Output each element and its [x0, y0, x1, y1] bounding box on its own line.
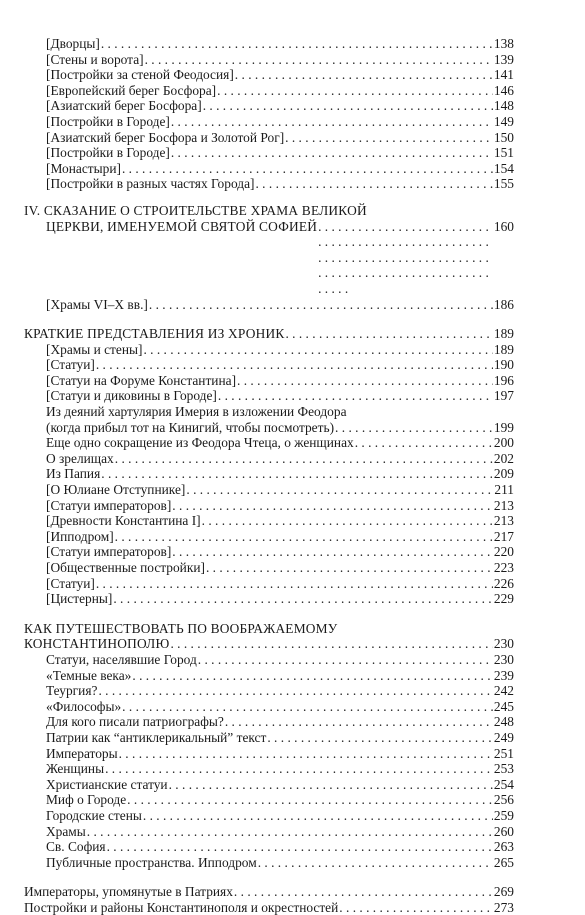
leader-dots — [107, 839, 493, 855]
toc-entry-page: 209 — [493, 466, 514, 482]
toc-entry[interactable] — [24, 824, 514, 840]
leader-dots — [122, 161, 493, 177]
toc-entry-page: 149 — [493, 113, 514, 129]
toc-entry[interactable] — [24, 761, 514, 777]
toc-entry-title: [Храмы и стены] — [46, 341, 143, 357]
leader-dots — [101, 36, 493, 52]
toc-entry-page: 254 — [493, 776, 514, 792]
imeriy-line2: (когда прибыл тот на Кинигий, чтобы посмотреть) — [46, 419, 335, 435]
toc-entry-page: 242 — [493, 683, 514, 699]
toc-entry-title: Теургия? — [46, 683, 98, 699]
toc-entry-page: 189 — [493, 341, 514, 357]
leader-dots — [96, 357, 493, 373]
leader-dots — [171, 145, 493, 161]
leader-dots — [143, 808, 493, 824]
toc-entry-title: О зрелищах — [46, 450, 114, 466]
section-iv-page: 160 — [493, 218, 514, 234]
toc-entry[interactable] — [24, 482, 514, 498]
toc-entry-title: [Азиатский берег Босфора] — [46, 98, 202, 114]
toc-entry-page: 141 — [493, 67, 514, 83]
toc-entry-page: 259 — [493, 807, 514, 823]
toc-group-chronicles-2 — [24, 435, 514, 607]
toc-entry-page: 260 — [493, 823, 514, 839]
toc-entry-page: 223 — [493, 560, 514, 575]
toc-entry-title: Храмы — [46, 823, 86, 839]
toc-entry-page: 197 — [493, 388, 514, 404]
toc-entry[interactable] — [24, 839, 514, 855]
toc-entry-title: Из Папия — [46, 466, 101, 482]
toc-entry-title: Публичные пространства. Ипподром — [46, 854, 257, 870]
toc-entry[interactable] — [24, 560, 514, 576]
toc-entry[interactable] — [24, 714, 514, 730]
toc-entry[interactable] — [24, 98, 514, 114]
toc-entry[interactable] — [24, 576, 514, 592]
travel-title-line2: КОНСТАНТИНОПОЛЮ — [24, 636, 170, 652]
toc-entry-title: [Статуи на Форуме Константина] — [46, 372, 237, 388]
toc-entry-page: 213 — [493, 513, 514, 529]
leader-dots — [335, 420, 493, 436]
toc-entry[interactable] — [24, 83, 514, 99]
toc-entry-imeriy[interactable] — [24, 404, 514, 435]
toc-entry-title: [Общественные постройки] — [46, 560, 205, 575]
toc-entry-page: 146 — [493, 82, 514, 98]
toc-entry-page: 273 — [493, 899, 514, 915]
toc-entry[interactable] — [24, 466, 514, 482]
toc-entry-page: 220 — [493, 544, 514, 560]
toc-entry[interactable] — [24, 388, 514, 404]
leader-dots — [285, 326, 492, 342]
leader-dots — [132, 668, 493, 684]
toc-entry[interactable] — [24, 544, 514, 560]
toc-group-travel — [24, 652, 514, 870]
toc-entry-title: Статуи, населявшие Город — [46, 651, 197, 667]
toc-entry-page: 265 — [493, 854, 514, 870]
toc-entry-title: [Стены и ворота] — [46, 51, 144, 67]
toc-entry[interactable] — [24, 357, 514, 373]
toc-entry-title: Св. София — [46, 839, 106, 855]
leader-dots — [127, 792, 493, 808]
toc-entry-title: [Статуи императоров] — [46, 497, 172, 513]
leader-dots — [171, 114, 493, 130]
leader-dots — [119, 746, 493, 762]
toc-entry-page: 217 — [493, 528, 514, 544]
leader-dots — [172, 498, 493, 514]
chronicles-title: КРАТКИЕ ПРЕДСТАВЛЕНИЯ ИЗ ХРОНИК — [24, 326, 285, 342]
toc-entry-title: Еще одно сокращение из Феодора Чтеца, о женщинах — [46, 435, 354, 451]
toc-entry-title: Императоры, упомянутые в Патриях — [24, 884, 233, 900]
leader-dots — [225, 714, 493, 730]
toc-entry-page: 253 — [493, 761, 514, 777]
toc-entry-page: 230 — [493, 651, 514, 667]
toc-entry-title: Постройки и районы Константинополя и окрестностей — [24, 899, 339, 915]
toc-entry-title: Женщины — [46, 761, 105, 777]
leader-dots — [339, 900, 493, 915]
toc-section-iv[interactable] — [24, 203, 514, 297]
leader-dots — [96, 576, 493, 592]
toc-entry-title: [Древности Константина I] — [46, 513, 201, 529]
toc-entry-page: 150 — [493, 129, 514, 145]
leader-dots — [203, 98, 493, 114]
toc-entry[interactable] — [24, 176, 514, 192]
leader-dots — [255, 176, 492, 192]
leader-dots — [87, 824, 493, 840]
toc-section-chronicles[interactable] — [24, 326, 514, 342]
toc-entry-page: 190 — [493, 357, 514, 373]
toc-entry[interactable] — [24, 792, 514, 808]
toc-entry-page: 196 — [493, 372, 514, 388]
toc-entry[interactable] — [24, 342, 514, 358]
toc-entry-page: 248 — [493, 714, 514, 730]
toc-entry-title: [Дворцы] — [46, 36, 100, 51]
leader-dots — [267, 730, 493, 746]
toc-group-chronicles — [24, 342, 514, 404]
toc-entry-page: 263 — [493, 839, 514, 855]
toc-entry[interactable] — [24, 884, 514, 900]
toc-entry-page: 139 — [493, 51, 514, 67]
toc-entry[interactable] — [24, 145, 514, 161]
travel-title-line1: КАК ПУТЕШЕСТВОВАТЬ ПО ВООБРАЖАЕМОМУ — [24, 620, 338, 636]
leader-dots — [285, 130, 493, 146]
toc-entry-title: [Постройки в Городе] — [46, 145, 170, 161]
toc-entry[interactable] — [24, 746, 514, 762]
leader-dots — [172, 544, 493, 560]
leader-dots — [217, 83, 493, 99]
section-iv-title-line2: ЦЕРКВИ, ИМЕНУЕМОЙ СВЯТОЙ СОФИЕЙ — [46, 218, 318, 234]
toc-entry[interactable] — [24, 130, 514, 146]
toc-entry-page: 256 — [493, 792, 514, 808]
leader-dots — [169, 777, 493, 793]
leader-dots — [170, 636, 492, 652]
imeriy-page: 199 — [493, 419, 514, 435]
toc-entry[interactable] — [24, 36, 514, 52]
toc-entry-page: 226 — [493, 575, 514, 591]
toc-entry-title: [Статуи и диковины в Городе] — [46, 388, 217, 404]
toc-entry-title: Миф о Городе — [46, 792, 127, 808]
toc-entry[interactable] — [24, 683, 514, 699]
toc-entry[interactable] — [24, 513, 514, 529]
leader-dots — [105, 761, 493, 777]
imeriy-line1: Из деяний хартулярия Имерия в изложении Феодора — [46, 404, 347, 420]
toc-entry[interactable] — [24, 900, 514, 915]
leader-dots — [258, 855, 493, 871]
leader-dots — [202, 513, 493, 529]
toc-entry-page: 138 — [493, 36, 514, 51]
toc-entry[interactable] — [24, 730, 514, 746]
toc-entry-title: [Постройки в Городе] — [46, 113, 170, 129]
toc-entry[interactable] — [24, 297, 514, 313]
toc-entry-title: [Азиатский берег Босфора и Золотой Рог] — [46, 129, 285, 145]
leader-dots — [318, 219, 493, 297]
toc-entry-title: [Храмы VI–X вв.] — [46, 296, 148, 312]
toc-entry-title: Патрии как “антиклерикальный” текст — [46, 729, 267, 745]
toc-entry-title: [Статуи] — [46, 357, 95, 373]
leader-dots — [206, 560, 493, 576]
toc-entry-page: 151 — [493, 145, 514, 161]
leader-dots — [355, 435, 493, 451]
toc-entry[interactable] — [24, 114, 514, 130]
toc-entry[interactable] — [24, 498, 514, 514]
leader-dots — [101, 466, 493, 482]
toc-entry-title: [Постройки за стеной Феодосия] — [46, 67, 234, 83]
toc-entry-title: [Цистерны] — [46, 591, 113, 607]
toc-entry-page: 245 — [493, 698, 514, 714]
leader-dots — [143, 342, 492, 358]
toc-entry-page: 239 — [493, 667, 514, 683]
travel-page: 230 — [493, 636, 514, 652]
toc-entry[interactable] — [24, 161, 514, 177]
toc-entry[interactable] — [24, 591, 514, 607]
toc-entry-title: [О Юлиане Отступнике] — [46, 482, 186, 498]
toc-entry-title: [Ипподром] — [46, 528, 114, 544]
toc-entry[interactable] — [24, 451, 514, 467]
toc-entry-page: 229 — [493, 591, 514, 607]
toc-entry[interactable] — [24, 808, 514, 824]
toc-entry[interactable] — [24, 67, 514, 83]
toc-entry[interactable] — [24, 652, 514, 668]
toc-group-buildings — [24, 36, 514, 192]
leader-dots — [145, 52, 493, 68]
toc-section-travel[interactable] — [24, 621, 514, 652]
toc-entry-title: «Темные века» — [46, 667, 132, 683]
toc-entry-title: [Статуи] — [46, 575, 95, 591]
toc-entry-page: 269 — [493, 884, 514, 900]
leader-dots — [198, 652, 493, 668]
toc-entry-page: 154 — [493, 160, 514, 176]
toc-entry[interactable] — [24, 777, 514, 793]
toc-entry-title: [Постройки в разных частях Города] — [46, 176, 255, 192]
toc-entry-title: Христианские статуи — [46, 776, 168, 792]
toc-group-indexes — [24, 884, 514, 915]
toc-entry-title: «Философы» — [46, 698, 122, 714]
leader-dots — [234, 884, 493, 900]
leader-dots — [98, 683, 492, 699]
toc-entry-page: 249 — [493, 729, 514, 745]
toc-entry-page: 200 — [493, 435, 514, 451]
toc-entry-page: 155 — [493, 176, 514, 192]
toc-entry[interactable] — [24, 668, 514, 684]
toc-entry[interactable] — [24, 373, 514, 389]
toc-entry-page: 202 — [493, 450, 514, 466]
toc-entry-page: 251 — [493, 745, 514, 761]
toc-entry-page: 186 — [493, 296, 514, 312]
toc-entry[interactable] — [24, 855, 514, 871]
toc-entry-page: 211 — [494, 482, 514, 498]
leader-dots — [115, 451, 493, 467]
toc-entry[interactable] — [24, 699, 514, 715]
toc-entry-title: Городские стены — [46, 807, 142, 823]
toc-entry-title: [Статуи императоров] — [46, 544, 172, 560]
toc-entry-page: 148 — [493, 98, 514, 114]
toc-entry-title: [Европейский берег Босфора] — [46, 82, 217, 98]
section-iv-title-line1: IV. СКАЗАНИЕ О СТРОИТЕЛЬСТВЕ ХРАМА ВЕЛИКОЙ — [24, 202, 367, 218]
toc-entry[interactable] — [24, 52, 514, 68]
leader-dots — [186, 482, 493, 498]
leader-dots — [113, 591, 493, 607]
leader-dots — [235, 67, 493, 83]
leader-dots — [115, 529, 493, 545]
toc-entry-title: Для кого писали патриографы? — [46, 714, 224, 730]
leader-dots — [149, 297, 493, 313]
toc-entry[interactable] — [24, 435, 514, 451]
toc-entry[interactable] — [24, 529, 514, 545]
toc-entry-title: [Монастыри] — [46, 160, 121, 176]
leader-dots — [218, 388, 493, 404]
leader-dots — [122, 699, 493, 715]
table-of-contents — [24, 36, 514, 915]
leader-dots — [237, 373, 493, 389]
toc-entry-title: Императоры — [46, 745, 118, 761]
chronicles-page: 189 — [493, 326, 514, 342]
toc-entry-page: 213 — [493, 497, 514, 513]
